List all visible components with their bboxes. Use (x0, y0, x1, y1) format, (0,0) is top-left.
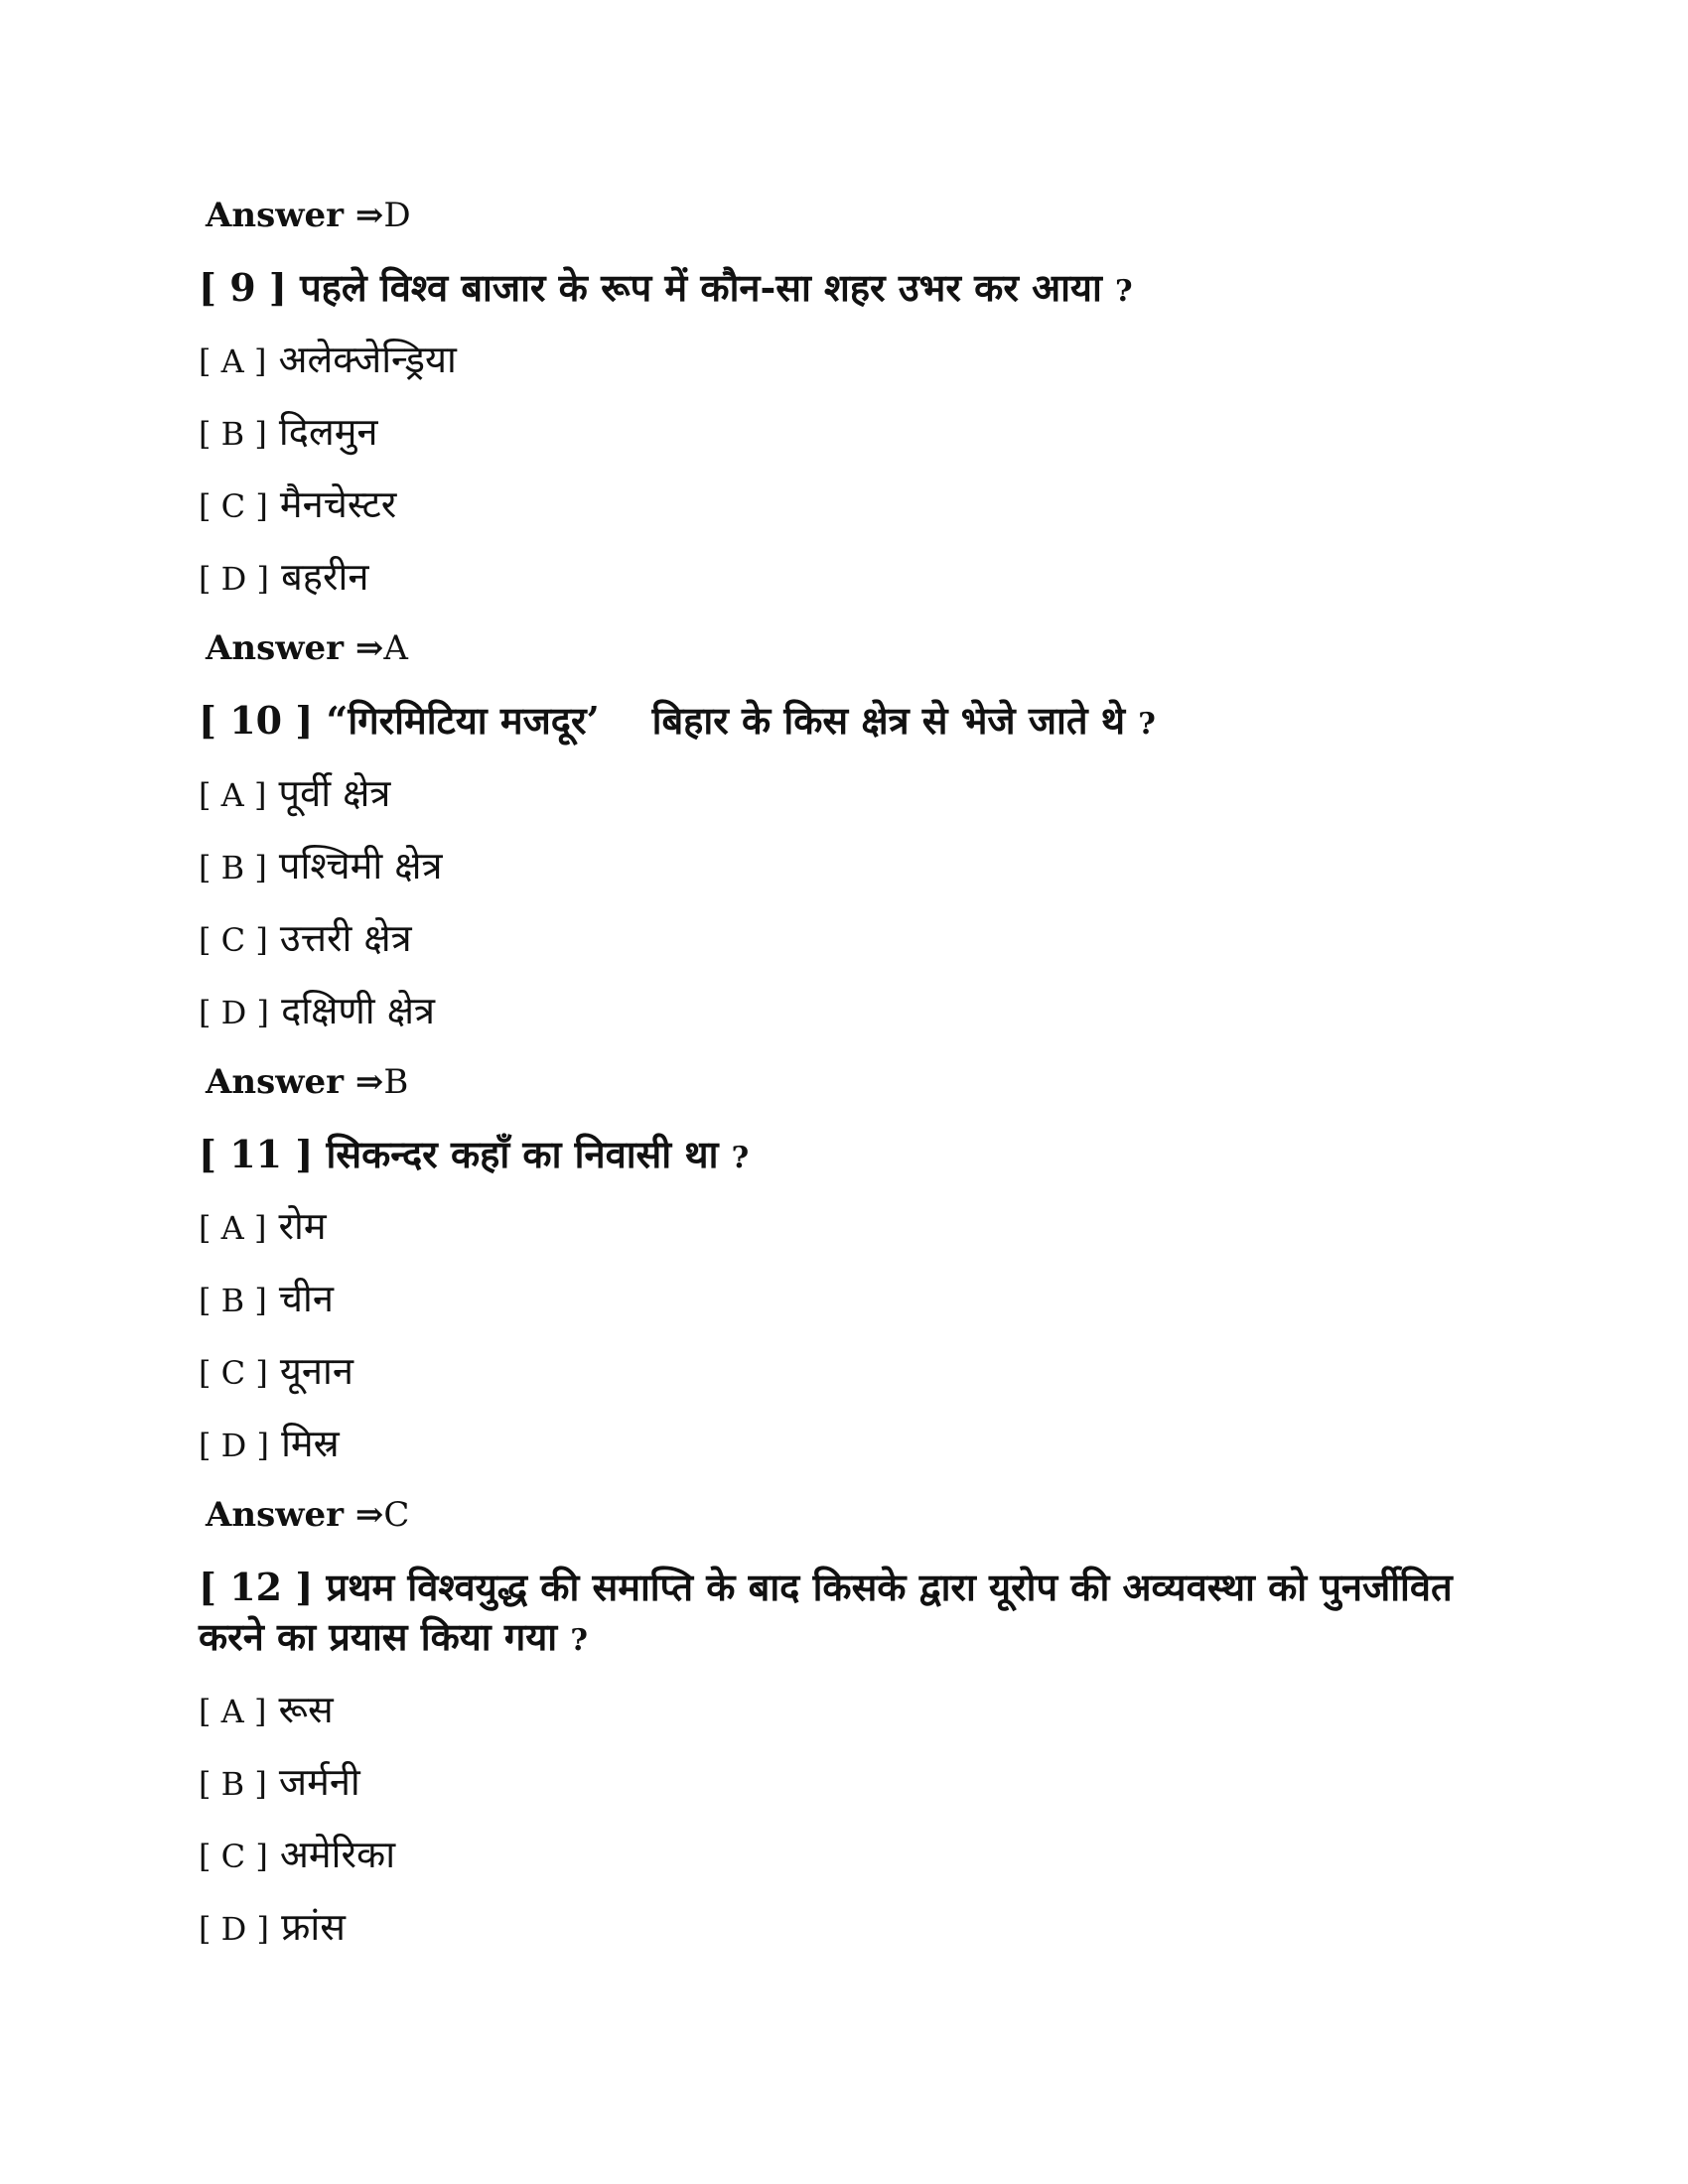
option-d (199, 989, 435, 1034)
option-letter: [ A ] (199, 1693, 267, 1730)
question-number: [ 10 ] (199, 698, 314, 743)
answer-line (206, 628, 408, 669)
option-a (199, 1204, 327, 1250)
option-text: मिस्र (281, 1422, 340, 1465)
arrow-icon: ⇒ (354, 196, 384, 235)
answer-label: Answer (206, 1495, 345, 1535)
answer-label: Answer (206, 628, 345, 668)
question-9 (199, 265, 1133, 311)
option-c (199, 916, 412, 962)
answer-key: B (383, 1062, 409, 1102)
option-text: उत्तरी क्षेत्र (279, 916, 412, 960)
option-text: अलेक्जेन्ड्रिया (278, 338, 457, 381)
option-letter: [ B ] (199, 1282, 267, 1319)
option-c (199, 482, 396, 528)
option-b (199, 1277, 334, 1322)
question-number: [ 11 ] (199, 1132, 314, 1176)
option-b (199, 1760, 360, 1806)
option-d (199, 1905, 346, 1951)
arrow-icon: ⇒ (354, 628, 384, 668)
question-mark: ? (1138, 707, 1156, 742)
answer-line (206, 196, 411, 236)
option-a (199, 338, 457, 383)
option-a (199, 771, 390, 817)
option-b (199, 410, 378, 456)
option-c (199, 1833, 395, 1878)
answer-label: Answer (206, 196, 345, 235)
answer-key: D (383, 196, 411, 235)
option-text: फ्रांस (281, 1905, 346, 1949)
answer-key: C (383, 1495, 410, 1535)
option-text: बहरीन (281, 555, 369, 599)
arrow-icon: ⇒ (354, 1062, 384, 1102)
option-text: पूर्वी क्षेत्र (278, 771, 391, 815)
option-text: पश्चिमी क्षेत्र (278, 844, 443, 887)
option-text: रोम (278, 1204, 327, 1248)
arrow-icon: ⇒ (354, 1495, 384, 1535)
option-text: रूस (278, 1688, 334, 1731)
option-a (199, 1688, 334, 1733)
option-letter: [ A ] (199, 776, 267, 814)
option-d (199, 555, 368, 601)
option-text: मैनचेस्टर (279, 482, 397, 526)
question-mark: ? (731, 1141, 750, 1175)
question-mark: ? (570, 1623, 588, 1658)
option-letter: [ B ] (199, 1765, 267, 1803)
answer-line (206, 1495, 409, 1536)
option-letter: [ A ] (199, 342, 267, 380)
option-letter: [ C ] (199, 921, 268, 959)
answer-label: Answer (206, 1062, 345, 1102)
option-letter: [ B ] (199, 415, 267, 453)
option-letter: [ D ] (199, 1910, 269, 1948)
option-letter: [ C ] (199, 1354, 268, 1392)
option-letter: [ C ] (199, 1838, 268, 1875)
question-text: प्रथम विश्वयुद्ध की समाप्ति के बाद किसके द्वारा यूरोप की अव्यवस्था को पुनर्जीवित (326, 1565, 1453, 1609)
question-text: पहले विश्व बाजार के रूप में कौन-सा शहर उभर कर आया (300, 265, 1102, 310)
question-number: [ 12 ] (199, 1565, 314, 1609)
option-text: चीन (278, 1277, 334, 1320)
option-text: दक्षिणी क्षेत्र (281, 989, 435, 1032)
option-c (199, 1349, 353, 1395)
question-12-continued (199, 1614, 588, 1660)
question-text: सिकन्दर कहाँ का निवासी था (326, 1132, 719, 1176)
answer-line (206, 1062, 408, 1103)
question-number: [ 9 ] (199, 265, 287, 310)
option-d (199, 1422, 340, 1467)
option-text: यूनान (279, 1349, 353, 1393)
question-10 (199, 698, 1156, 744)
option-text: दिलमुन (278, 410, 378, 454)
question-12 (199, 1565, 1453, 1610)
question-text: “गिरमिटिया मजदूर’ बिहार के किस क्षेत्र से भेजे जाते थे (326, 698, 1126, 743)
option-letter: [ B ] (199, 849, 267, 887)
question-text: करने का प्रयास किया गया (199, 1614, 558, 1659)
option-letter: [ A ] (199, 1209, 267, 1247)
option-letter: [ D ] (199, 560, 269, 598)
question-mark: ? (1115, 274, 1133, 309)
option-text: अमेरिका (279, 1833, 396, 1876)
option-letter: [ D ] (199, 994, 269, 1031)
option-b (199, 844, 443, 889)
answer-key: A (383, 628, 408, 668)
option-letter: [ C ] (199, 487, 268, 525)
option-text: जर्मनी (278, 1760, 360, 1804)
option-letter: [ D ] (199, 1427, 269, 1464)
question-11 (199, 1132, 749, 1177)
